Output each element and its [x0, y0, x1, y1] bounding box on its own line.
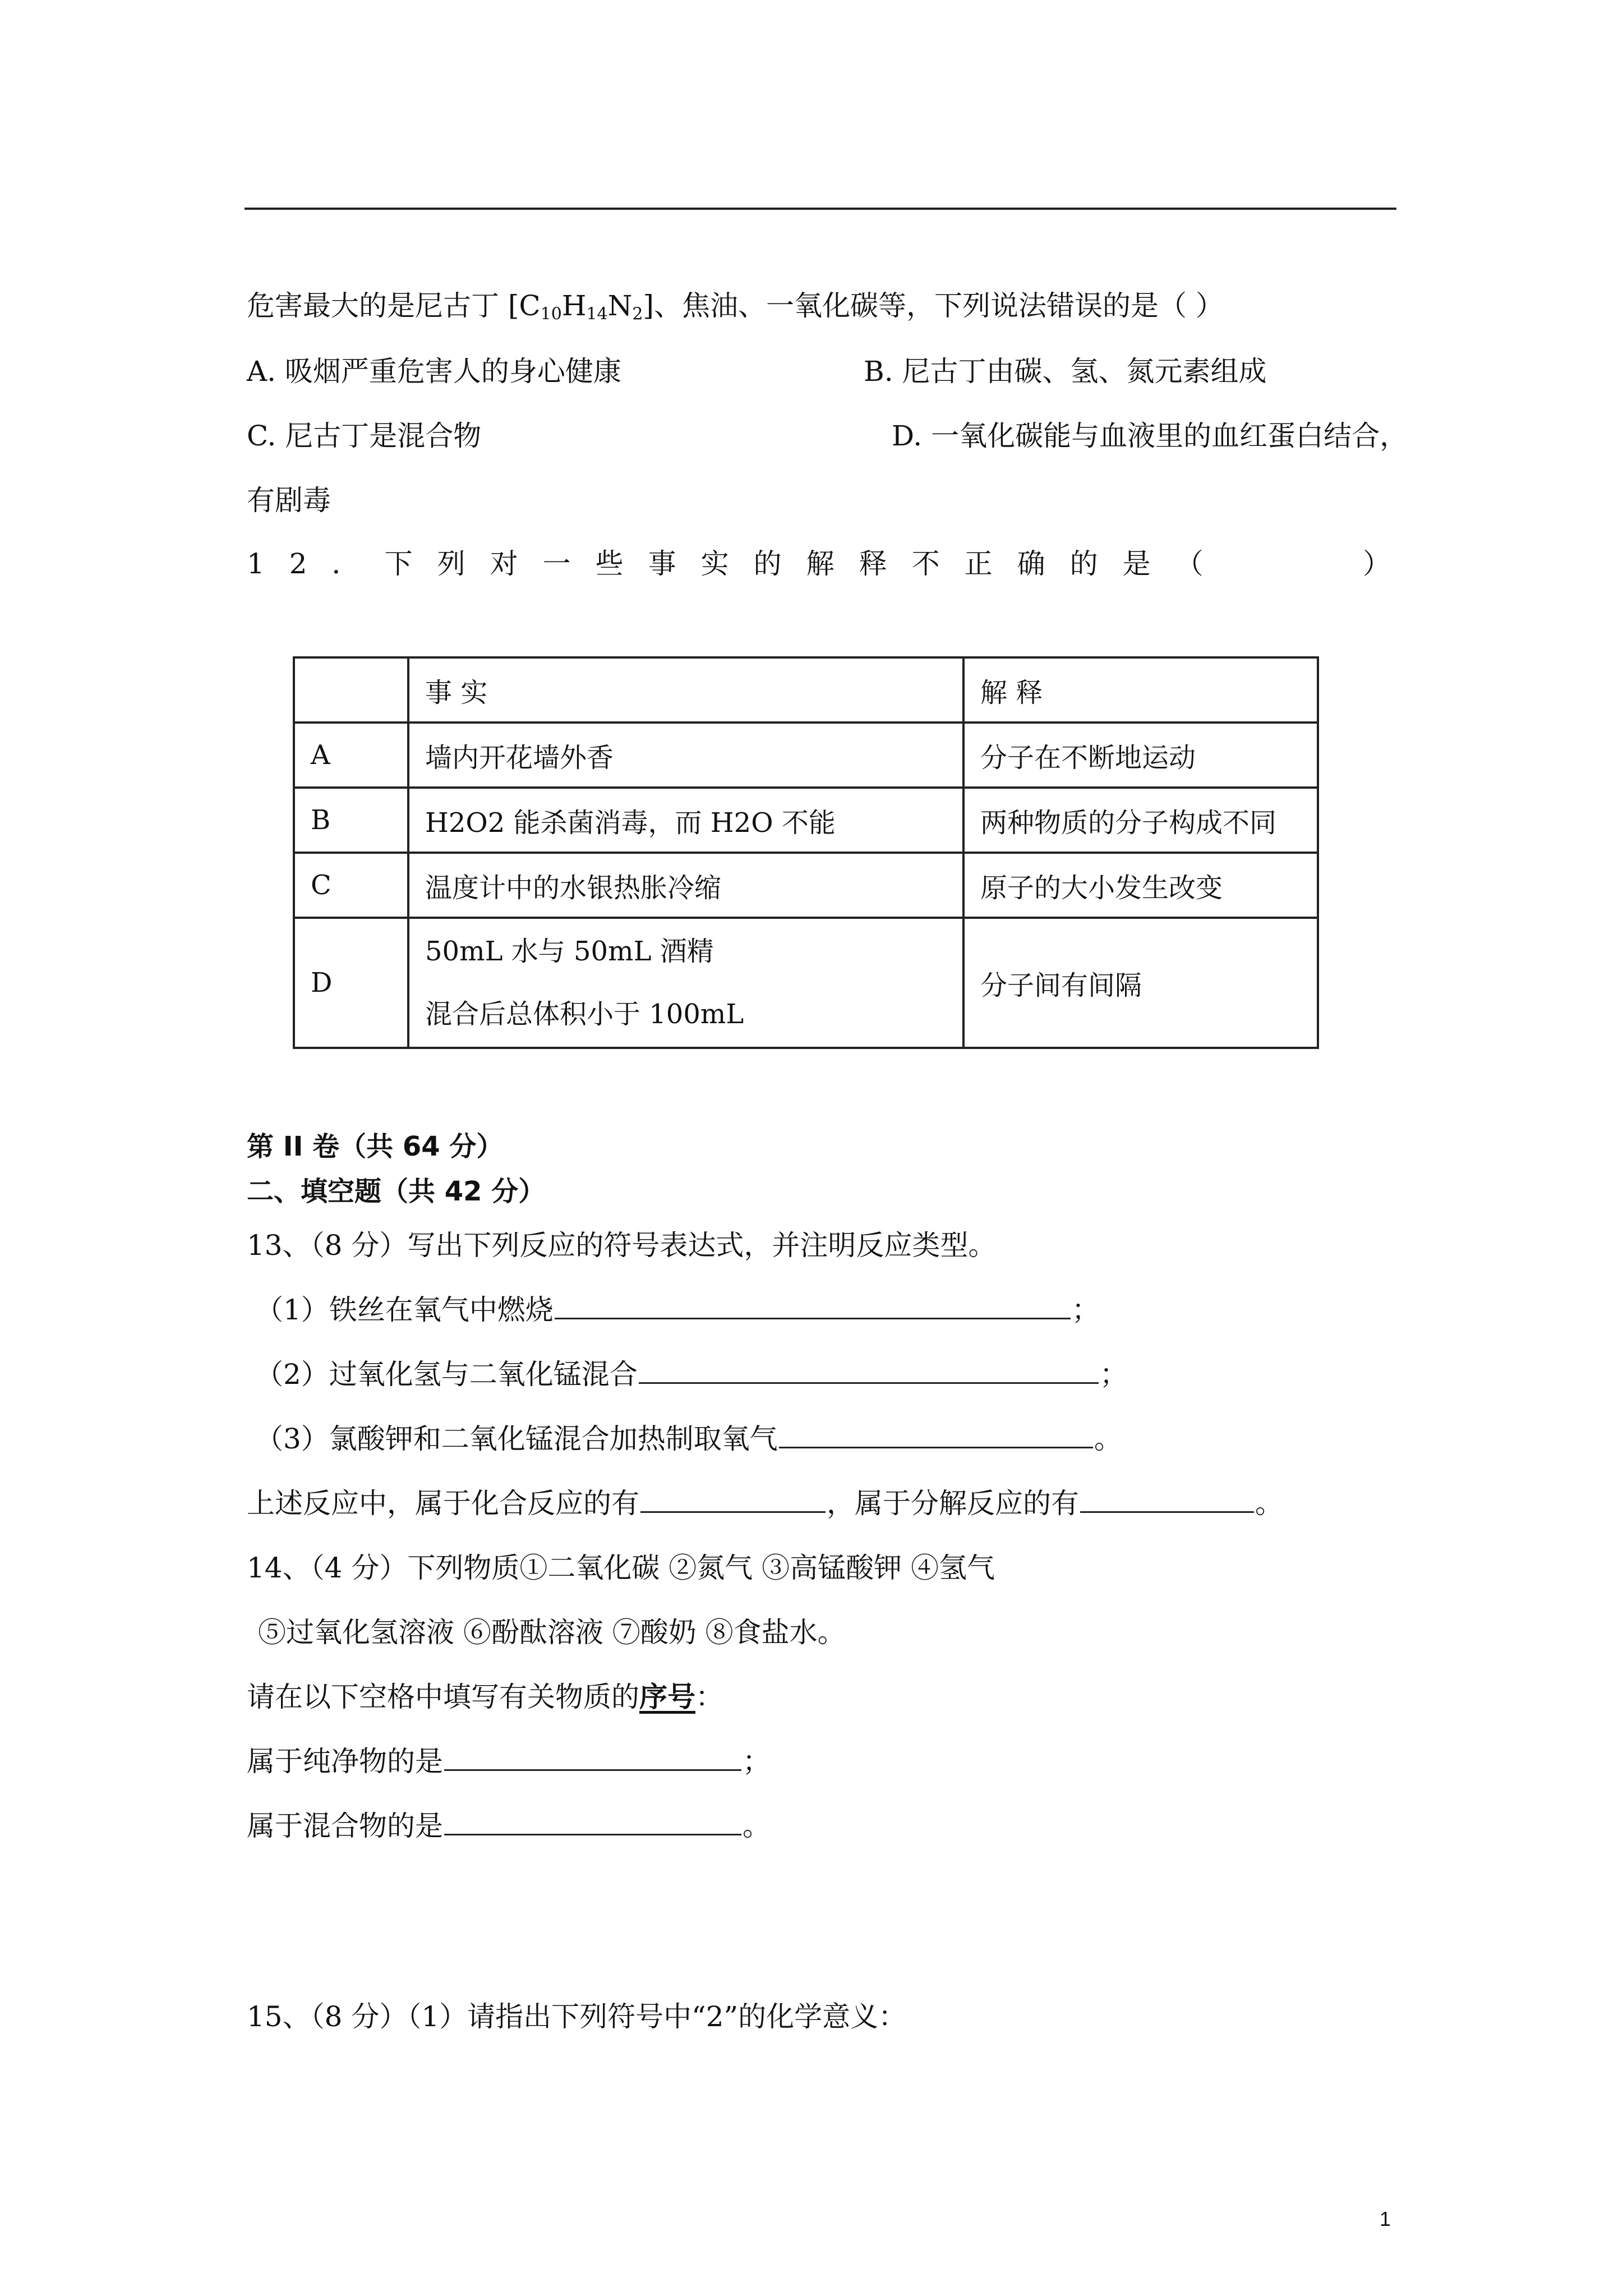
- q11-stem-post: ]、焦油、一氧化碳等，下列说法错误的是（ ）: [643, 289, 1224, 322]
- answer-blank[interactable]: [444, 1747, 741, 1771]
- q12-stem: 12．下列对一些事实的解释不正确的是（: [247, 547, 1228, 580]
- row-explanation: 分子间有间隔: [963, 918, 1318, 1048]
- row-fact: H2O2 能杀菌消毒，而 H2O 不能: [408, 788, 963, 853]
- row-fact-line2: 混合后总体积小于 100mL: [425, 999, 744, 1030]
- q14-instruction-key: 序号: [639, 1681, 695, 1713]
- q15-stem: 15、（8 分）（1）请指出下列符号中“2”的化学意义：: [247, 2000, 907, 2033]
- q13-item-2-end: ；: [1099, 1358, 1128, 1391]
- row-fact: [408, 918, 963, 1048]
- q14-instruction: [247, 1674, 723, 1715]
- row-label: A: [294, 723, 408, 788]
- q14-mixed-text: 属于混合物的是: [247, 1810, 443, 1842]
- q13-summary-end: 。: [1255, 1487, 1283, 1520]
- q13-item-1-text: （1）铁丝在氧气中燃烧: [255, 1294, 554, 1326]
- q14-substances: ⑤过氧化氢溶液 ⑥酚酞溶液 ⑦酸奶 ⑧食盐水。: [258, 1616, 846, 1649]
- q14-mixed: [247, 1803, 771, 1844]
- header-fact: 事 实: [408, 657, 963, 723]
- table-header-row: [294, 657, 1318, 723]
- row-label: D: [294, 918, 408, 1048]
- q13-summary: [247, 1481, 1283, 1521]
- row-explanation: 原子的大小发生改变: [963, 853, 1318, 918]
- q13-item-1: [255, 1287, 1100, 1328]
- row-explanation: 两种物质的分子构成不同: [963, 788, 1318, 853]
- subscript-14: 14: [586, 304, 608, 324]
- q13-stem: 13、（8 分）写出下列反应的符号表达式，并注明反应类型。: [247, 1229, 997, 1262]
- element-n: N: [607, 289, 633, 322]
- q11-option-b: B. 尼古丁由碳、氢、氮元素组成: [864, 355, 1267, 388]
- answer-blank[interactable]: [444, 1811, 741, 1835]
- q13-item-2: [255, 1352, 1128, 1392]
- q11-stem: [247, 283, 1224, 324]
- row-fact: 温度计中的水银热胀冷缩: [408, 853, 963, 918]
- row-label: B: [294, 788, 408, 853]
- answer-blank[interactable]: [639, 1360, 1099, 1384]
- q14-mixed-end: 。: [743, 1810, 771, 1842]
- q13-summary-decomposition: ，属于分解反应的有: [827, 1487, 1079, 1520]
- q13-item-3-text: （3）氯酸钾和二氧化锰混合加热制取氧气: [255, 1423, 778, 1455]
- table-row: [294, 853, 1318, 918]
- q13-item-2-text: （2）过氧化氢与二氧化锰混合: [255, 1358, 638, 1391]
- q13-item-3-end: 。: [1094, 1423, 1122, 1455]
- q14-pure-end: ；: [743, 1745, 771, 1778]
- table-row: [294, 918, 1318, 1048]
- answer-blank[interactable]: [555, 1295, 1071, 1319]
- q12-close-paren: ）: [1363, 547, 1391, 580]
- q13-item-1-end: ；: [1071, 1294, 1100, 1326]
- section-subtitle: 二、填空题（共 42 分）: [247, 1176, 546, 1207]
- answer-blank[interactable]: [1080, 1489, 1254, 1513]
- answer-blank[interactable]: [640, 1489, 826, 1513]
- row-explanation: 分子在不断地运动: [963, 723, 1318, 788]
- q14-instruction-colon: ：: [695, 1681, 723, 1713]
- subscript-10: 10: [540, 304, 562, 324]
- page-number: 1: [1380, 2207, 1391, 2230]
- element-h: H: [561, 289, 587, 322]
- header-rule: [245, 208, 1396, 210]
- q11-option-c: C. 尼古丁是混合物: [247, 420, 482, 452]
- q13-summary-combination: 上述反应中，属于化合反应的有: [247, 1487, 639, 1520]
- q11-stem-pre: 危害最大的是尼古丁 [C: [247, 289, 541, 322]
- row-fact-line1: 50mL 水与 50mL 酒精: [425, 936, 714, 967]
- q11-option-d: D. 一氧化碳能与血液里的血红蛋白结合，: [892, 420, 1408, 452]
- answer-blank[interactable]: [779, 1424, 1093, 1448]
- q11-option-a: A. 吸烟严重危害人的身心健康: [247, 355, 621, 388]
- q14-pure: [247, 1739, 771, 1779]
- table-row: [294, 723, 1318, 788]
- q14-pure-text: 属于纯净物的是: [247, 1745, 443, 1778]
- facts-table: [293, 656, 1319, 1049]
- q13-item-3: [255, 1416, 1122, 1457]
- q14-instruction-text: 请在以下空格中填写有关物质的: [247, 1681, 639, 1713]
- q14-stem: 14、（4 分）下列物质①二氧化碳 ②氮气 ③高锰酸钾 ④氢气: [247, 1552, 995, 1584]
- subscript-2: 2: [632, 304, 643, 324]
- row-label: C: [294, 853, 408, 918]
- header-explanation: 解 释: [963, 657, 1318, 723]
- section-title: 第 II 卷（共 64 分）: [247, 1131, 504, 1162]
- header-label-cell: [294, 657, 408, 723]
- table-row: [294, 788, 1318, 853]
- q11-option-d-cont: 有剧毒: [247, 484, 331, 517]
- row-fact: 墙内开花墙外香: [408, 723, 963, 788]
